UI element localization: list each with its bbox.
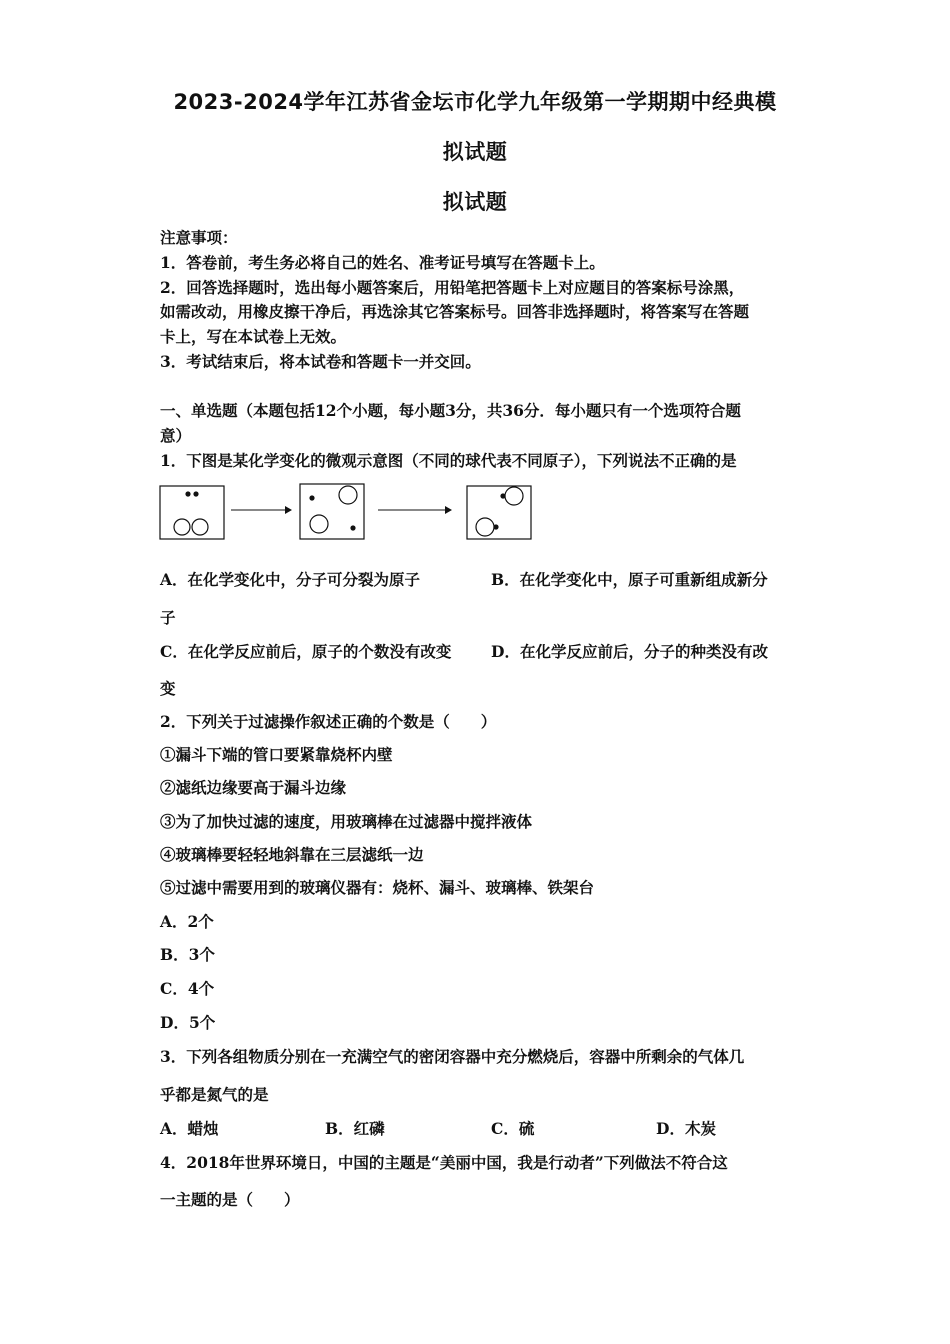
q1-option-c: C．在化学反应前后，原子的个数没有改变 bbox=[160, 642, 452, 661]
small-atom bbox=[309, 495, 314, 500]
question-3-stem-cont: 乎都是氮气的是 bbox=[160, 1085, 269, 1104]
intermediate-box bbox=[300, 484, 364, 539]
notice-heading: 注意事项： bbox=[160, 228, 238, 247]
q2-option-b: B．3个 bbox=[160, 945, 215, 964]
q1-option-a: A．在化学变化中，分子可分裂为原子 bbox=[160, 570, 421, 589]
large-atom bbox=[339, 486, 357, 504]
q2-statement-1: ①漏斗下端的管口要紧靠烧杯内壁 bbox=[160, 745, 393, 764]
large-atom bbox=[505, 487, 523, 505]
small-atom bbox=[493, 524, 498, 529]
exam-title-line1: 2023-2024学年江苏省金坛市化学九年级第一学期期中经典模 bbox=[173, 90, 777, 114]
question-2-stem: 2．下列关于过滤操作叙述正确的个数是（ ） bbox=[160, 712, 497, 731]
notice-item-3: 3．考试结束后，将本试卷和答题卡一并交回。 bbox=[160, 352, 481, 371]
section-heading: 一、单选题（本题包括12个小题，每小题3分，共36分．每小题只有一个选项符合题 bbox=[160, 401, 741, 420]
exam-title-line3: 拟试题 bbox=[442, 190, 508, 214]
large-atom bbox=[192, 519, 208, 535]
large-atom bbox=[310, 515, 328, 533]
q3-option-c: C．硫 bbox=[491, 1119, 535, 1138]
notice-item-2-cont2: 卡上，写在本试卷上无效。 bbox=[160, 327, 347, 346]
q2-statement-3: ③为了加快过滤的速度，用玻璃棒在过滤器中搅拌液体 bbox=[160, 812, 533, 831]
q2-statement-2: ②滤纸边缘要高于漏斗边缘 bbox=[160, 778, 347, 797]
section-heading-cont: 意） bbox=[160, 426, 192, 445]
small-atom bbox=[193, 491, 198, 496]
large-atom bbox=[476, 518, 494, 536]
q1-option-d-cont: 变 bbox=[160, 679, 176, 698]
question-4-stem-cont: 一主题的是（ ） bbox=[160, 1190, 300, 1209]
reactant-box bbox=[160, 486, 224, 539]
molecular-diagram bbox=[155, 478, 545, 548]
notice-item-2: 2．回答选择题时，选出每小题答案后，用铅笔把答题卡上对应题目的答案标号涂黑， bbox=[160, 278, 745, 297]
small-atom bbox=[350, 525, 355, 530]
q3-option-d: D．木炭 bbox=[656, 1119, 716, 1138]
notice-item-1: 1．答卷前，考生务必将自己的姓名、准考证号填写在答题卡上。 bbox=[160, 253, 605, 272]
q2-statement-5: ⑤过滤中需要用到的玻璃仪器有：烧杯、漏斗、玻璃棒、铁架台 bbox=[160, 878, 595, 897]
q2-option-a: A．2个 bbox=[160, 912, 214, 931]
small-atom bbox=[185, 491, 190, 496]
question-4-stem: 4．2018年世界环境日，中国的主题是“美丽中国，我是行动者”下列做法不符合这 bbox=[160, 1153, 728, 1172]
q1-option-b: B．在化学变化中，原子可重新组成新分 bbox=[491, 570, 768, 589]
q2-statement-4: ④玻璃棒要轻轻地斜靠在三层滤纸一边 bbox=[160, 845, 424, 864]
arrow-head bbox=[285, 506, 292, 514]
q2-option-c: C．4个 bbox=[160, 979, 215, 998]
question-1-stem: 1．下图是某化学变化的微观示意图（不同的球代表不同原子），下列说法不正确的是 bbox=[160, 451, 737, 470]
arrow-head bbox=[445, 506, 452, 514]
notice-item-2-cont: 如需改动，用橡皮擦干净后，再选涂其它答案标号。回答非选择题时，将答案写在答题 bbox=[160, 302, 750, 321]
large-atom bbox=[174, 519, 190, 535]
q1-option-b-cont: 子 bbox=[160, 608, 176, 627]
q3-option-b: B．红磷 bbox=[325, 1119, 385, 1138]
q3-option-a: A．蜡烛 bbox=[160, 1119, 219, 1138]
q2-option-d: D．5个 bbox=[160, 1013, 216, 1032]
exam-title-line2: 拟试题 bbox=[442, 140, 508, 164]
question-3-stem: 3．下列各组物质分别在一充满空气的密闭容器中充分燃烧后，容器中所剩余的气体几 bbox=[160, 1047, 745, 1066]
q1-option-d: D．在化学反应前后，分子的种类没有改 bbox=[491, 642, 768, 661]
